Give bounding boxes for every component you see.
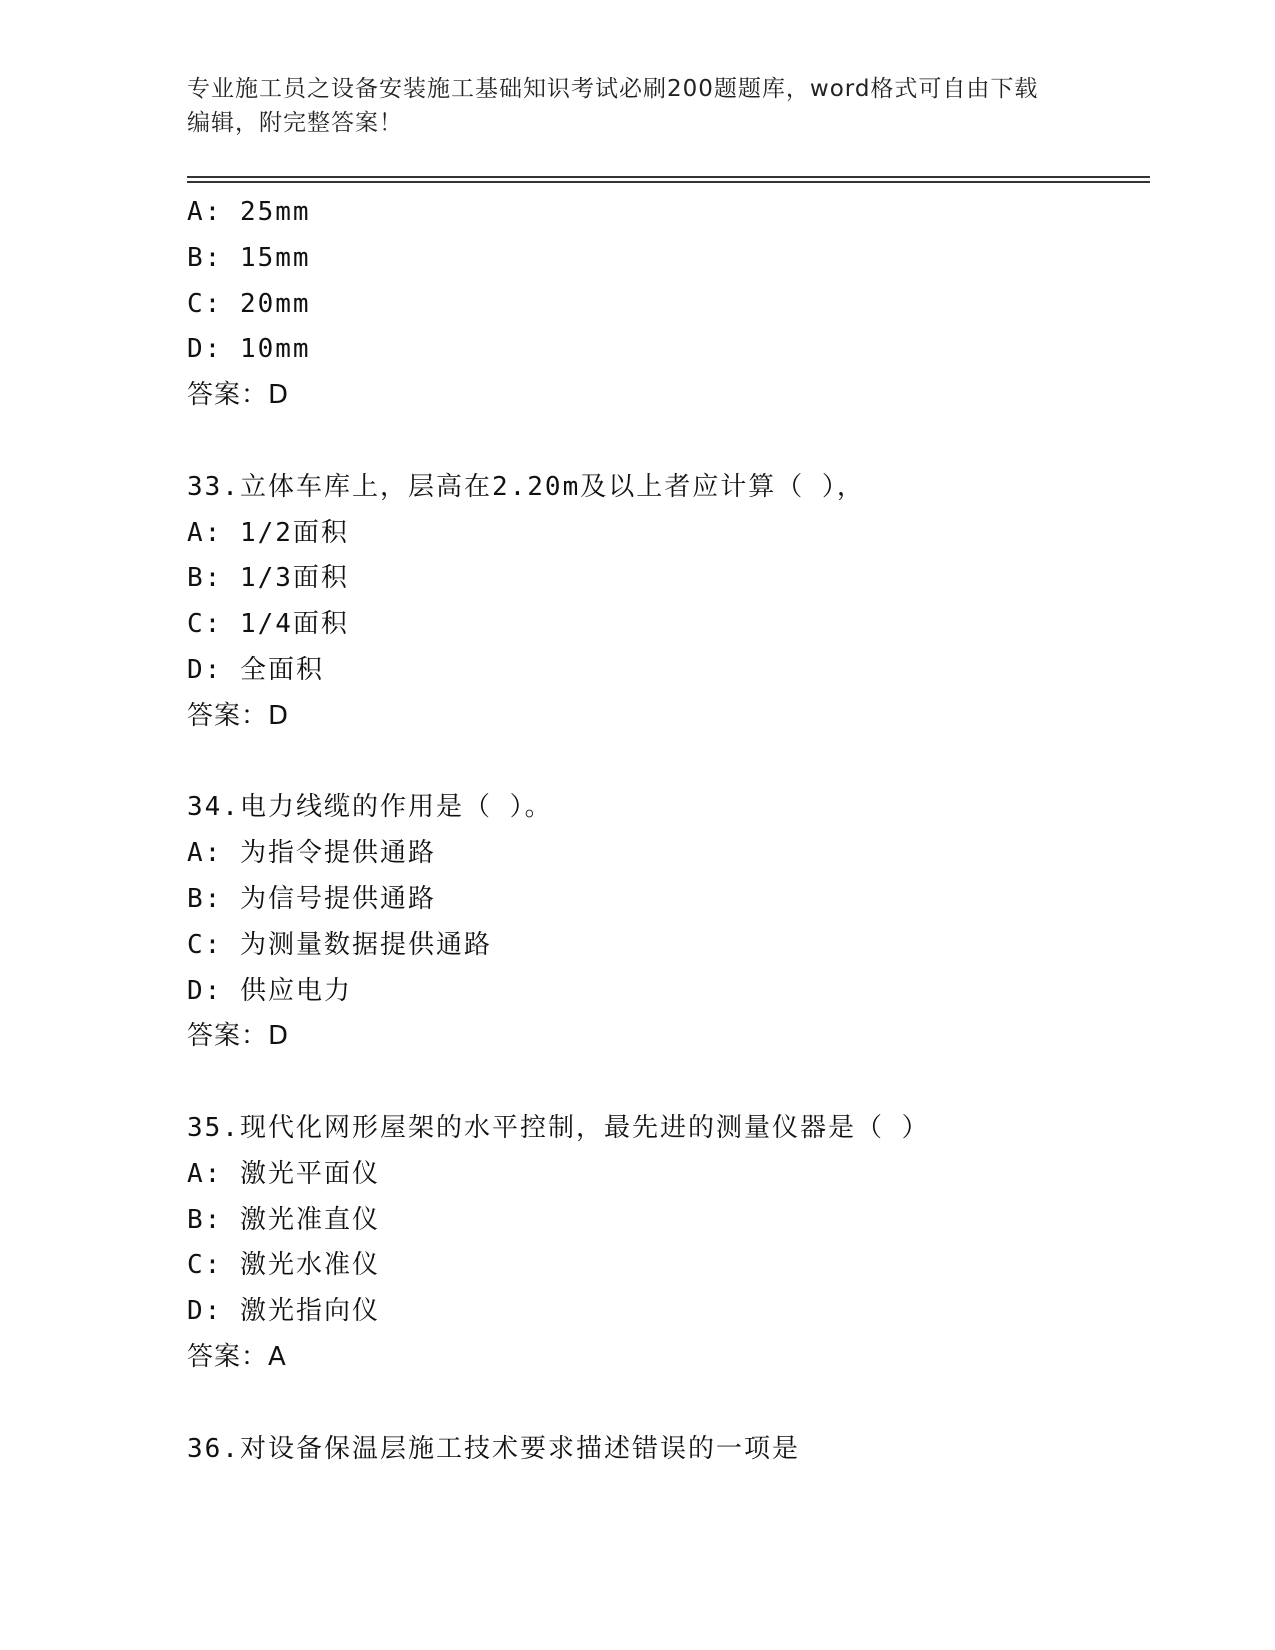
option-d: D: 激光指向仪: [187, 1296, 380, 1327]
question-text: 33.立体车库上，层高在2.20m及以上者应计算（ ），: [187, 471, 865, 502]
question-text: 34.电力线缆的作用是（ ）。: [187, 792, 553, 823]
option-a: A: 为指令提供通路: [187, 838, 436, 869]
answer: 答案：A: [187, 1341, 287, 1372]
option-d: D: 供应电力: [187, 975, 352, 1006]
option-b: B: 为信号提供通路: [187, 883, 436, 914]
option-b: B: 1/3面积: [187, 563, 349, 594]
spacer: [187, 1381, 1147, 1427]
option-c: C: 20mm: [187, 288, 311, 319]
answer: 答案：D: [187, 1021, 290, 1052]
header-rule-top: [187, 176, 1150, 178]
option-d: D: 全面积: [187, 654, 324, 685]
option-d: D: 10mm: [187, 334, 311, 365]
option-b: B: 激光准直仪: [187, 1204, 380, 1235]
question-33: [187, 465, 1147, 740]
header-line-1: 专业施工员之设备安装施工基础知识考试必刷200题题库，word格式可自由下载: [187, 76, 1039, 102]
header-line-2: 编辑，附完整答案！: [187, 110, 403, 136]
spacer: [187, 419, 1147, 465]
option-c: C: 为测量数据提供通路: [187, 929, 492, 960]
answer: 答案：D: [187, 380, 290, 411]
option-c: C: 激光水准仪: [187, 1250, 380, 1281]
option-c: C: 1/4面积: [187, 609, 349, 640]
question-text: 36.对设备保温层施工技术要求描述错误的一项是: [187, 1433, 800, 1464]
question-text: 35.现代化网形屋架的水平控制，最先进的测量仪器是（ ）: [187, 1112, 930, 1143]
option-a: A: 激光平面仪: [187, 1158, 380, 1189]
question-35: [187, 1106, 1147, 1381]
option-a: A: 25mm: [187, 197, 311, 227]
question-32: [187, 190, 1147, 419]
answer: 答案：D: [187, 700, 290, 731]
spacer: [187, 740, 1147, 786]
header-rule-bottom: [187, 181, 1150, 183]
question-list: [187, 190, 1147, 1472]
option-a: A: 1/2面积: [187, 517, 349, 548]
spacer: [187, 1060, 1147, 1106]
document-header: [187, 72, 1067, 140]
question-34: [187, 785, 1147, 1060]
option-b: B: 15mm: [187, 242, 311, 273]
question-36: [187, 1427, 1147, 1473]
